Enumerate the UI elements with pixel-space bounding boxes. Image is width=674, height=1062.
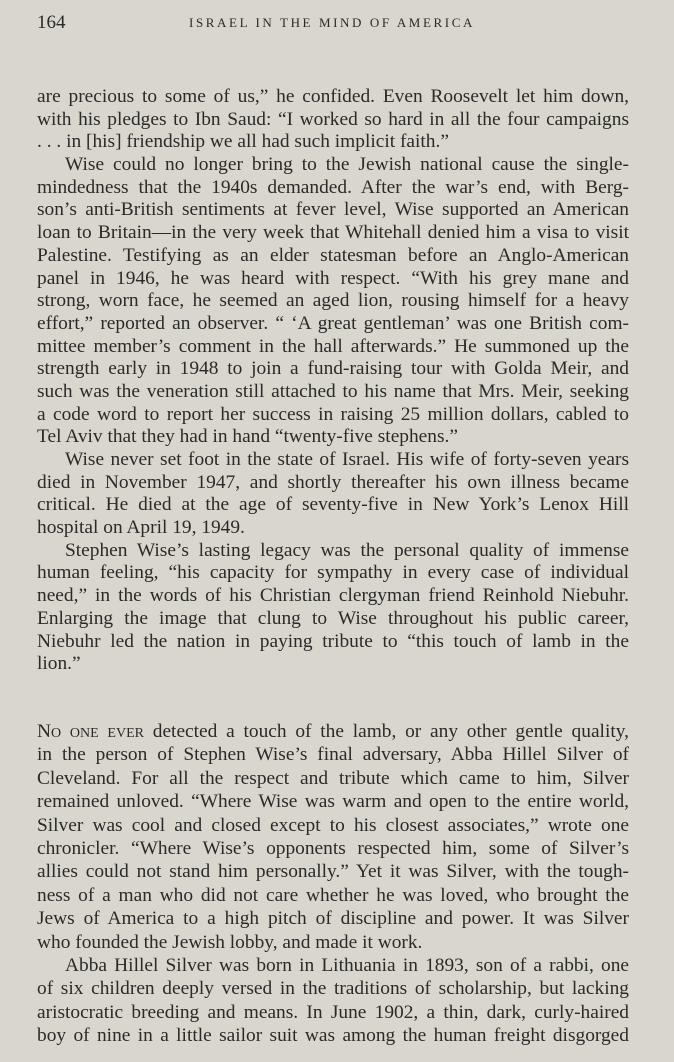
text-line: Niebuhr led the nation in paying tribute to “this touch of lamb in the [37,630,629,652]
text-line: Jews of America to a high pitch of discipline and power. It was Silver [37,908,629,930]
text-line: Wise could no longer bring to the Jewish national cause the single- [65,154,629,176]
text-line: allies could not stand him personally.” Yet it was Silver, with the tough- [37,861,629,883]
text-line: son’s anti-British sentiments at fever level, Wise supported an American [37,199,629,221]
small-caps-lead: No one ever [37,721,144,742]
text-line: ness of a man who did not care whether he was loved, who brought the [37,884,629,906]
running-title: ISRAEL IN THE MIND OF AMERICA [189,15,475,30]
text-line: a code word to report her success in raising 25 million dollars, cabled to [37,403,629,425]
text-line: died in November 1947, and shortly thereafter his own illness became [37,471,629,493]
text-line: who founded the Jewish lobby, and made it work. [37,931,423,953]
text-line: human feeling, “his capacity for sympathy in every case of individual [37,562,629,584]
text-line: Wise never set foot in the state of Israel. His wife of forty-seven years [65,449,629,470]
text-line: mittee member’s comment in the hall afterwards.” He summoned up the [37,335,629,357]
text-line: chronicler. “Where Wise’s opponents respected him, some of Silver’s [37,837,629,859]
text-line: Tel Aviv that they had in hand “twenty-five stephens.” [37,426,458,448]
page-number: 164 [37,12,66,33]
text-line: Enlarging the image that clung to Wise throughout his public career, [37,607,629,629]
text-line: hospital on April 19, 1949. [37,517,245,539]
text-line: Palestine. Testifying as an elder statesman before an Anglo-American [37,244,629,266]
text-line: boy of nine in a little sailor suit was among the human freight disgorged [37,1025,629,1047]
text-line: strength early in 1948 to join a fund-raising tour with Golda Meir, and [37,358,629,380]
text-line: effort,” reported an observer. “ ‘A great gentleman’ was one British com- [37,312,629,334]
section-opening-line [37,720,629,743]
text-line: mindedness that the 1940s demanded. After the war’s end, with Berg- [37,176,629,198]
text-line: lion.” [37,653,81,675]
text-line: such was the veneration still attached to his name that Mrs. Meir, seeking [37,380,629,402]
text-line: Stephen Wise’s lasting legacy was the personal quality of immense [65,539,629,561]
running-header [37,12,627,36]
text-line: Cleveland. For all the respect and tribute which came to him, Silver [37,767,629,789]
opening-line-rest: detected a touch of the lamb, or any other gentle quality, [143,721,629,742]
text-line: panel in 1946, he was heard with respect. “With his grey mane and [37,267,629,289]
text-line: in the person of Stephen Wise’s final adversary, Abba Hillel Silver of [37,744,629,766]
text-line: critical. He died at the age of seventy-five in New York’s Lenox Hill [37,494,629,516]
text-line: are precious to some of us,” he confided. Even Roosevelt let him down, [37,86,629,107]
text-line: . . . in [his] friendship we all had such implicit faith.” [37,131,449,153]
text-section-2 [37,720,629,1047]
text-line: of six children deeply versed in the traditions of scholarship, but lacking [37,978,629,1000]
text-section-1 [37,86,629,676]
text-line: aristocratic breeding and means. In June 1902, a thin, dark, curly-haired [37,1001,629,1023]
text-line: loan to Britain—in the very week that Whitehall denied him a visa to visit [37,222,629,244]
text-line: Abba Hillel Silver was born in Lithuania in 1893, son of a rabbi, one [65,954,629,976]
text-line: remained unloved. “Where Wise was warm and open to the entire world, [37,791,629,813]
text-line: Silver was cool and closed except to his closest associates,” wrote one [37,814,629,836]
text-line: need,” in the words of his Christian clergyman friend Reinhold Niebuhr. [37,585,629,607]
text-line: with his pledges to Ibn Saud: “I worked so hard in all the four campaigns [37,108,629,130]
text-line: strong, worn face, he seemed an aged lion, rousing himself for a heavy [37,290,629,312]
